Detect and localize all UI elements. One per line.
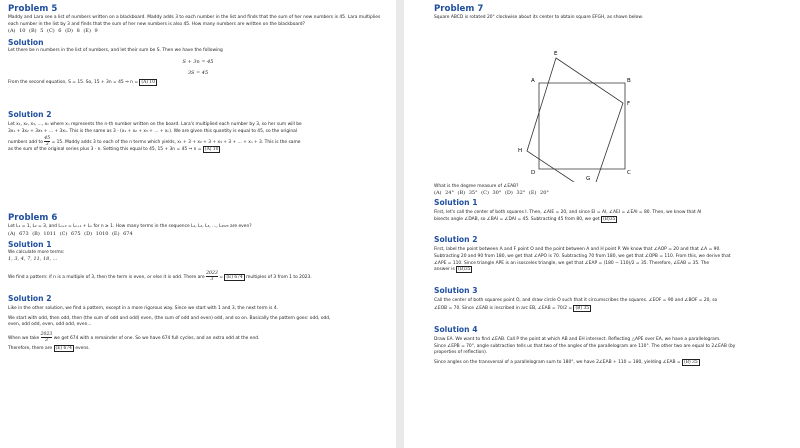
- rotated-squares-diagram: [434, 22, 794, 182]
- problem-5-solution-2-title: Solution 2: [8, 110, 52, 120]
- problem-7-solution-1-title: Solution 1: [434, 198, 478, 208]
- right-page: [404, 0, 800, 448]
- problem-7-s4-line-4: Since angles on the transversal of a parallelogram sum to 180°, we have 2∠EAB + 110 = 180, yielding ∠EAB = (B) 35: [434, 359, 698, 365]
- label-C: C: [627, 169, 631, 176]
- problem-5-statement: Maddy and Lara see a list of numbers written on a blackboard. Maddy adds 3 to each number in the list and finds that the sum of her new numbers is 45. Lara multiplies each number in the list by 3 and finds that the sum of her new numbers is also 45. How many numbers are written on the blackboard?: [8, 15, 381, 27]
- problem-6-sol2-line-3: even, odd odd, even, odd odd, even...: [8, 322, 92, 328]
- problem-6-title: Problem 6: [8, 213, 58, 224]
- problem-5-sol2-line-3: numbers add to $\frac{45}{3}$ = 15. Maddy adds 3 to each of the n terms which yields, x₁ + 3 + x₂ + 3 + x₃ + 3 + ... + xₙ + 3. This is the same: [8, 135, 301, 147]
- problem-7-s2-answer-box: (B)35: [458, 267, 471, 273]
- label-F: F: [627, 100, 631, 107]
- problem-5-equation-1: S + 3n = 45: [182, 58, 214, 65]
- problem-6-statement: Let L₁ = 1, L₂ = 3, and Lₙ₊₂ = Lₙ₊₁ + Lₙ for n ≥ 1. How many terms in the sequence L₁, L₂, L₃, ..., L₂₀₂₃ are even?: [8, 224, 252, 230]
- problem-6-sol2-line-4: When we take $\frac{2023}{3}$ we get 674 with a remainder of one. So we have 674 full cycles, and an extra odd at the end.: [8, 331, 260, 343]
- problem-6-sol2-answer-box: (E) 674: [55, 345, 72, 351]
- problem-7-s4-line-3: properties of reflection).: [434, 350, 488, 356]
- problem-5-sol2-line-2: 3x₁ + 3x₂ + 3x₃ + ... + 3xₙ. This is the same as 3 · (x₁ + x₂ + x₃ + ... + xₙ). We are given this quantity is equal to 45, so the original: [8, 128, 298, 134]
- problem-7-title: Problem 7: [434, 4, 484, 14]
- problem-7-s3-line-1: Call the center of both squares point O, and draw circle O such that it circumscribes the squares. ∠EOF = 90 and ∠BOF = 20, so: [434, 297, 718, 303]
- problem-6-solution-2-title: Solution 2: [8, 293, 52, 303]
- problem-5-sol2-line-4: as the sum of the original series plus 3 · n. Setting this equal to 45, 15 + 3n = 45 ⇒ n = (A) 10: [8, 146, 219, 152]
- problem-6-sol2-line-1: Like in the other solution, we find a pattern, except in a more rigorous way. Since we start with 1 and 3, the next term is 4.: [8, 305, 279, 311]
- problem-6-solution-line: We find a pattern: if n is a multiple of 3, then the term is even, or else it is odd. There are $\frac{2023}{3}$ = (E) 674 multiples of 3 from 1 to 2023.: [8, 270, 312, 282]
- problem-5-answer-box: (A) 10: [141, 79, 155, 85]
- problem-5-solution-intro: Let there be n numbers in the list of numbers, and let their sum be S. Then we have the following: [8, 48, 223, 54]
- problem-6-sol2-line-5: Therefore, there are (E) 674 evens.: [8, 345, 90, 351]
- label-H: H: [518, 147, 523, 154]
- square-efgh: [527, 58, 623, 182]
- label-G: G: [586, 175, 591, 182]
- problem-5-sol2-answer-box: (A) 10: [204, 146, 219, 152]
- problem-5-equation-2: 3S = 45: [187, 69, 209, 76]
- problem-7-s2-line-4: answer is (B)35: [434, 267, 471, 273]
- problem-5-sol2-line-1: Let x₁, x₂, x₃, ..., xₙ where xₙ represents the n-th number written on the board. Lara's multiplied each number by 3, so her sum will be: [8, 122, 302, 128]
- problem-7-solution-4-title: Solution 4: [434, 324, 478, 334]
- problem-6-solution-intro: We calculate more terms:: [8, 249, 65, 255]
- label-E: E: [554, 50, 558, 57]
- problem-6-choices: (A) 673 (B) 1011 (C) 675 (D) 1010 (E) 674: [8, 230, 133, 237]
- problem-5-title: Problem 5: [8, 4, 58, 14]
- problem-6-terms: 1, 3, 4, 7, 11, 18, ...: [8, 256, 58, 263]
- problem-7-statement: Square ABCD is rotated 20° clockwise about its center to obtain square EFGH, as shown below.: [434, 15, 643, 20]
- problem-7-s2-line-2: Subtracting 20 and 90 from 180, we get that ∠APO is 70. Subtracting 70 from 180, we get that ∠OPB = 110. From this, we derive that: [434, 253, 731, 259]
- problem-7-s4-line-1: Draw EA. We want to find ∠EAB. Call P the point at which AB and EH intersect. Reflecting △APE over EA, we have a parallelogram.: [434, 336, 721, 342]
- label-D: D: [531, 169, 536, 176]
- problem-7-choices: (A) 24° (B) 35° (C) 30° (D) 32° (E) 20°: [434, 190, 549, 197]
- problem-7-s3-answer-box: (B) 35: [575, 306, 590, 312]
- problem-7-s2-line-1: First, label the point between A and F point O and the point between A and H point P. We know that ∠AOP = 20 and that ∠A = 90.: [434, 247, 721, 253]
- problem-5-solution-title: Solution: [8, 38, 44, 48]
- fraction-2023-over-3: $\frac{2023}{3}$: [206, 270, 218, 282]
- problem-7-s1-line-2: bisects angle ∠DAB, so ∠BAI = ∠DAI = 45. Subtracting 45 from 80, we get (B)35: [434, 216, 616, 222]
- problem-7-solution-2-title: Solution 2: [434, 235, 478, 245]
- label-A: A: [531, 77, 535, 84]
- problem-7-s4-answer-box: (B) 35: [684, 359, 698, 365]
- problem-6-sol2-line-2: We start with odd, then odd, then (the sum of odd and odd) even, (the sum of odd and even) odd, and so on. Basically the pattern goes: odd, odd,: [8, 315, 331, 321]
- problem-6-answer-box: (E) 674: [226, 274, 243, 280]
- problem-7-s1-line-1: First, let's call the center of both squares I. Then, ∠AIE = 20, and since EI = AI, ∠AEI = ∠EAI = 80. Then, we know that AI: [434, 210, 702, 216]
- problem-7-solution-3-title: Solution 3: [434, 285, 478, 295]
- problem-7-s3-line-2: ∠EOB = 70. Since ∠EAB is inscribed in arc EB, ∠EAB = 70/2 = (B) 35: [434, 306, 590, 312]
- problem-5-solution-line: From the second equation, S = 15. So, 15 + 3n = 45 ⇒ n = (A) 10: [8, 79, 155, 85]
- problem-5-choices: (A) 10 (B) 5 (C) 6 (D) 8 (E) 9: [8, 28, 98, 35]
- problem-7-s2-line-3: ∠APE = 110. Since triangle APE is an isosceles triangle, we get that ∠EAP = (180 − 110)/2 = 35. Therefore, ∠EAB = 35. The: [434, 260, 710, 266]
- problem-6-solution-1-title: Solution 1: [8, 239, 52, 249]
- problem-7-s1-answer-box: (B)35: [603, 216, 616, 222]
- left-page: [0, 0, 396, 448]
- label-B: B: [627, 77, 631, 84]
- fraction-45-over-3: $\frac{45}{3}$: [44, 135, 51, 147]
- fraction-2023-over-3-b: $\frac{2023}{3}$: [40, 331, 53, 343]
- problem-7-question: What is the degree measure of ∠EAB?: [434, 183, 519, 189]
- problem-7-s4-line-2: Since ∠EPB = 70°, angle subtraction tells us that two of the angles of the parallelogram are 110°. The other two are equal to 2∠EAB (by: [434, 343, 736, 349]
